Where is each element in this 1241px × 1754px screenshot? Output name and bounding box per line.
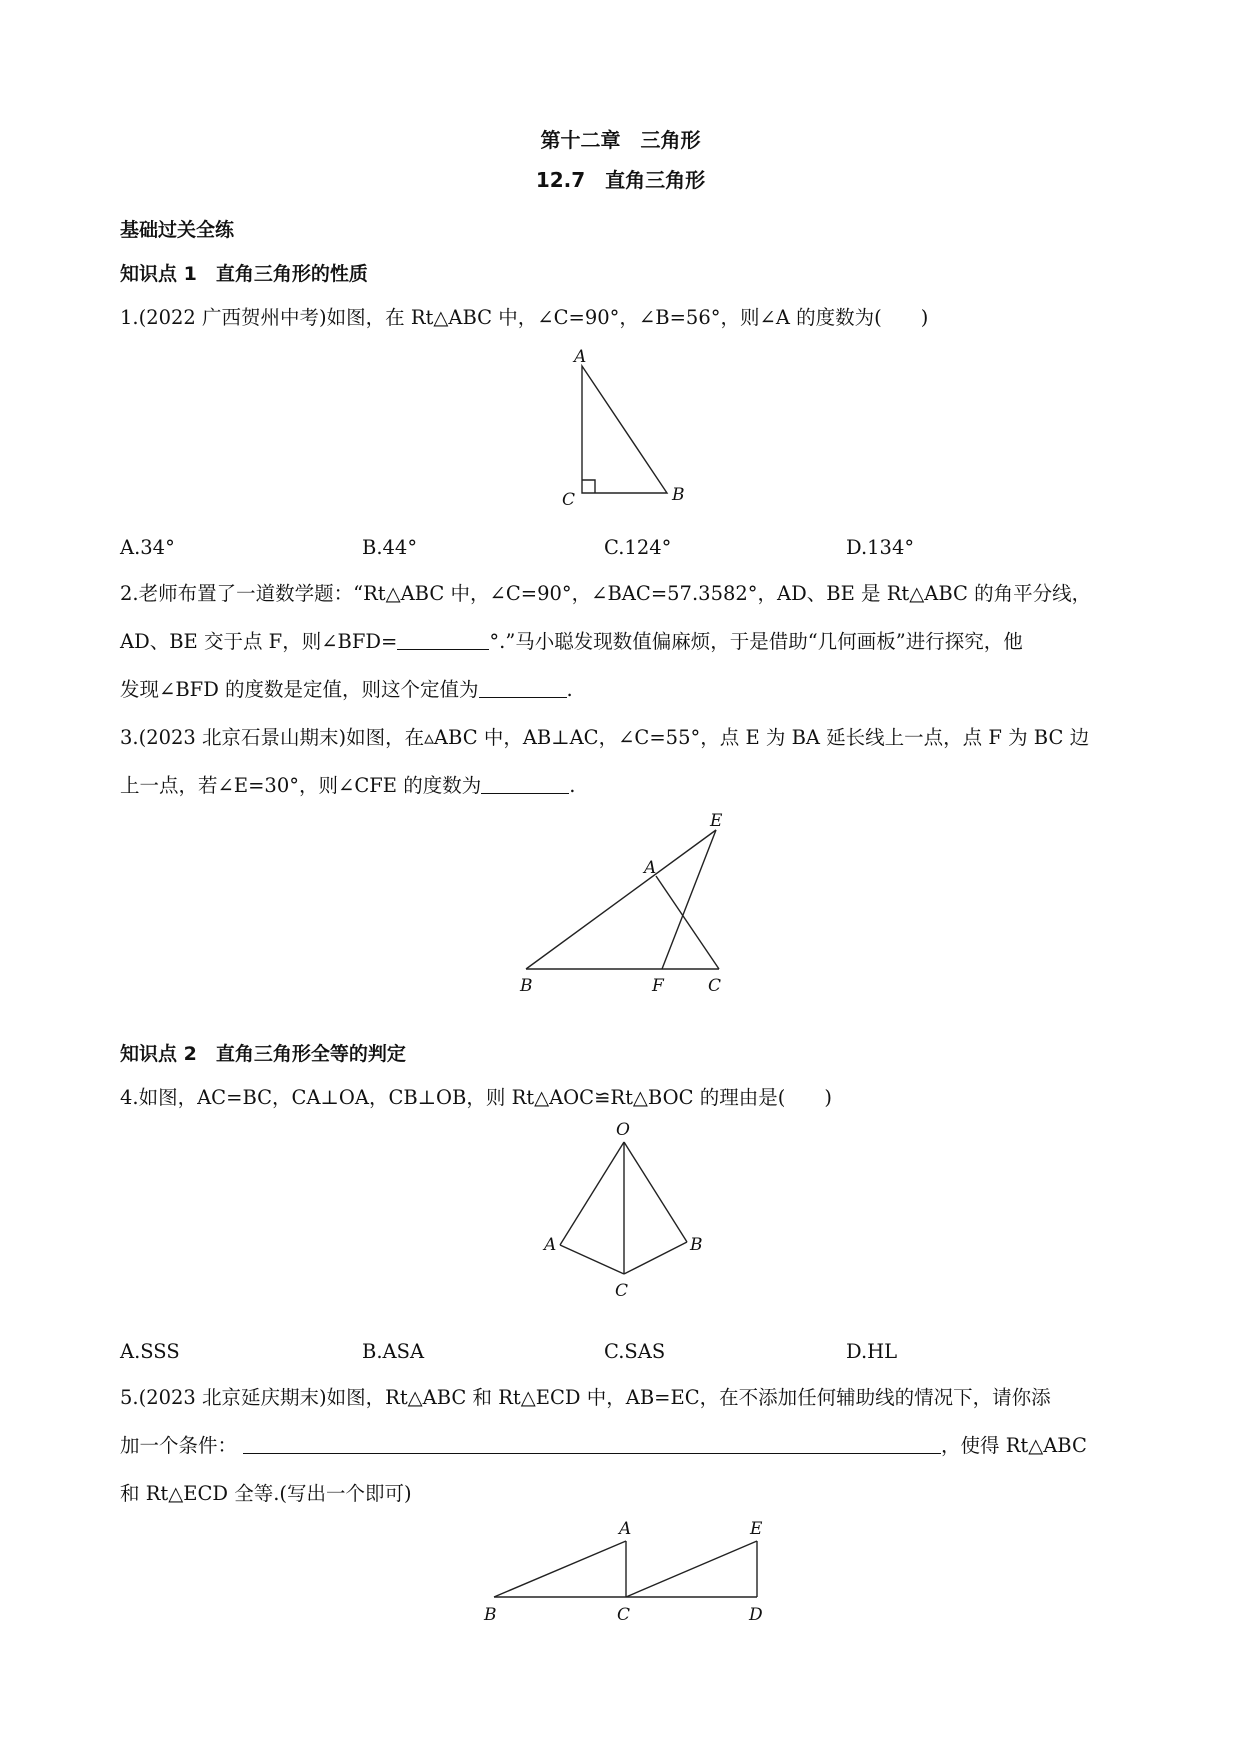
question-3-line-2-start: 上一点，若∠E=30°，则∠CFE 的度数为 — [120, 774, 482, 797]
question-1-option-b[interactable]: B.44° — [362, 536, 418, 559]
segment-ef — [662, 830, 716, 969]
vertex-label-a: A — [644, 858, 657, 878]
question-4-option-d[interactable]: D.HL — [846, 1340, 898, 1363]
question-5-line-3: 和 Rt△ECD 全等.(写出一个即可) — [120, 1482, 412, 1505]
question-4-option-b[interactable]: B.ASA — [362, 1340, 425, 1363]
practice-heading: 基础过关全练 — [120, 219, 235, 241]
chapter-title: 第十二章 三角形 — [540, 128, 701, 152]
question-4-option-a[interactable]: A.SSS — [120, 1340, 180, 1363]
vertex-label-b: B — [690, 1235, 703, 1255]
question-1-option-d[interactable]: D.134° — [846, 536, 915, 559]
two-right-triangles-figure — [483, 1519, 763, 1625]
triangle-abc-figure — [562, 347, 685, 510]
question-2-line-2-start: AD、BE 交于点 F，则∠BFD= — [120, 630, 398, 653]
vertex-label-b: B — [672, 485, 685, 505]
knowledge-point-2-heading: 知识点 2 直角三角形全等的判定 — [120, 1043, 406, 1065]
vertex-label-c: C — [615, 1281, 629, 1301]
answer-blank-bfd[interactable] — [397, 629, 489, 650]
vertex-label-a: A — [619, 1519, 632, 1539]
vertex-label-f: F — [652, 976, 664, 996]
section-title: 12.7 直角三角形 — [535, 168, 706, 192]
vertex-label-o: O — [616, 1120, 630, 1140]
segment-ac — [656, 876, 719, 969]
question-5-line-2-end: ，使得 Rt△ABC — [941, 1434, 1087, 1457]
question-1-option-a[interactable]: A.34° — [120, 536, 175, 559]
segment-ac — [560, 1245, 624, 1274]
vertex-label-c: C — [562, 490, 576, 510]
vertex-label-e: E — [750, 1519, 763, 1539]
question-2-line-2-end: °.”马小聪发现数值偏麻烦，于是借助“几何画板”进行探究，他 — [489, 630, 1023, 653]
question-5-line-2 — [120, 1432, 1130, 1460]
answer-blank-cfe[interactable] — [481, 773, 569, 794]
segment-ab — [494, 1541, 626, 1597]
vertex-label-c: C — [708, 976, 722, 996]
question-1-text: 1.(2022 广西贺州中考)如图，在 Rt△ABC 中，∠C=90°，∠B=56°，则∠A 的度数为( ) — [120, 306, 929, 329]
question-2-line-3 — [120, 676, 1130, 704]
question-3-line-2 — [120, 772, 1130, 800]
vertex-label-b: B — [484, 1605, 497, 1625]
triangle-abc-with-e-figure — [519, 811, 723, 996]
right-angle-mark — [582, 480, 595, 493]
vertex-label-c: C — [617, 1605, 631, 1625]
question-2-line-3-start: 发现∠BFD 的度数是定值，则这个定值为 — [120, 678, 479, 701]
kite-aobc-figure — [542, 1120, 703, 1301]
question-4-text: 4.如图，AC=BC，CA⊥OA，CB⊥OB，则 Rt△AOC≌Rt△BOC 的理由是( ) — [120, 1086, 832, 1109]
question-2-line-2 — [120, 628, 1130, 656]
question-3-line-1: 3.(2023 北京石景山期末)如图，在▵ABC 中，AB⊥AC，∠C=55°，点 E 为 BA 延长线上一点，点 F 为 BC 边 — [120, 726, 1090, 749]
question-2-line-3-end: . — [566, 678, 573, 701]
question-1-option-c[interactable]: C.124° — [604, 536, 672, 559]
vertex-label-d: D — [749, 1605, 763, 1625]
segment-bc — [624, 1242, 687, 1274]
segment-be — [526, 830, 716, 969]
knowledge-point-1-heading: 知识点 1 直角三角形的性质 — [120, 263, 368, 285]
question-4-option-c[interactable]: C.SAS — [604, 1340, 666, 1363]
vertex-label-a: A — [544, 1235, 557, 1255]
vertex-label-b: B — [520, 976, 533, 996]
vertex-label-e: E — [710, 811, 723, 831]
question-2-line-1: 2.老师布置了一道数学题：“Rt△ABC 中，∠C=90°，∠BAC=57.3582°，AD、BE 是 Rt△ABC 的角平分线， — [120, 582, 1092, 605]
answer-blank-constant[interactable] — [479, 677, 567, 698]
segment-ce — [626, 1541, 757, 1597]
vertex-label-a: A — [574, 347, 587, 367]
segment-oa — [560, 1142, 624, 1245]
segment-ob — [624, 1142, 687, 1242]
question-5-line-2-start: 加一个条件： — [120, 1434, 238, 1457]
question-5-line-1: 5.(2023 北京延庆期末)如图，Rt△ABC 和 Rt△ECD 中，AB=EC，在不添加任何辅助线的情况下，请你添 — [120, 1386, 1051, 1409]
triangle-abc — [582, 366, 667, 493]
answer-blank-condition[interactable] — [243, 1433, 941, 1454]
question-3-line-2-end: . — [569, 774, 576, 797]
